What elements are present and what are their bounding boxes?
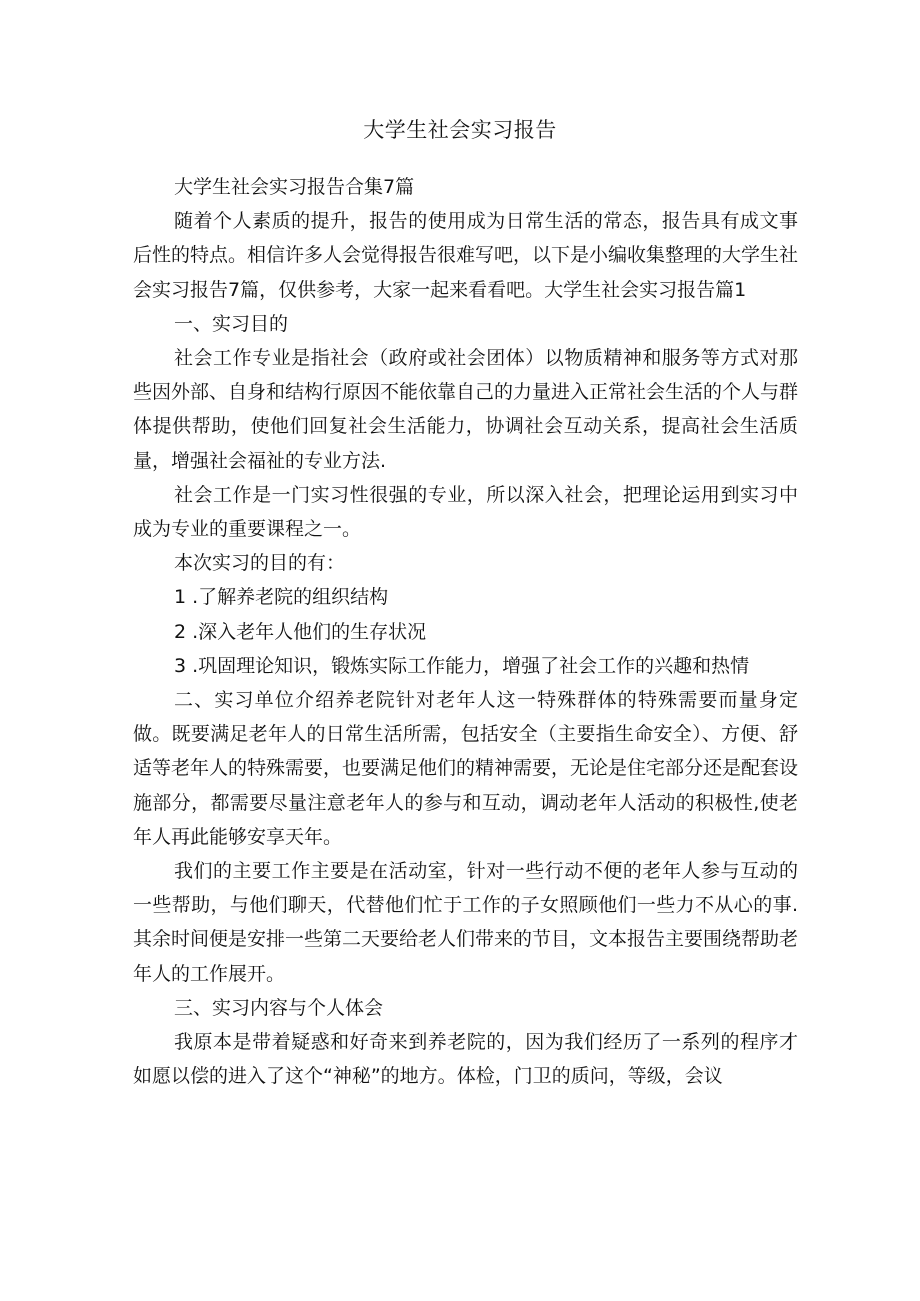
intro-paragraph: 随着个人素质的提升，报告的使用成为日常生活的常态，报告具有成文事后性的特点。相信许多人会觉得报告很难写吧，以下是小编收集整理的大学生社会实习报告7篇，仅供参考，大家一起来看看吧。大学生社会实习报告篇1 <box>133 210 799 301</box>
body-paragraph: 社会工作专业是指社会（政府或社会团体）以物质精神和服务等方式对那些因外部、自身和结构行原因不能依靠自己的力量进入正常社会生活的个人与群体提供帮助，使他们回复社会生活能力，协调社会互动关系，提高社会生活质量，增强社会福祉的专业方法. <box>133 347 799 472</box>
list-item: 2 .深入老年人他们的生存状况 <box>174 620 427 643</box>
document-title: 大学生社会实习报告 <box>363 118 557 142</box>
body-paragraph: 社会工作是一门实习性很强的专业，所以深入社会，把理论运用到实习中成为专业的重要课程之一。 <box>133 483 798 541</box>
subtitle-paragraph: 大学生社会实习报告合集7篇 <box>174 176 415 198</box>
list-item: 1 .了解养老院的组织结构 <box>174 586 389 609</box>
section-heading-content: 三、实习内容与个人体会 <box>174 996 384 1019</box>
body-paragraph: 二、实习单位介绍养老院针对老年人这一特殊群体的特殊需要而量身定做。既要满足老年人的日常生活所需，包括安全（主要指生命安全）、方便、舒适等老年人的特殊需要，也要满足他们的精神需要，无论是住宅部分还是配套设施部分，都需要尽量注意老年人的参与和互动，调动老年人活动的积极性,使老年人再此能够安享天年。 <box>133 689 799 848</box>
section-heading-purpose: 一、实习目的 <box>174 312 289 335</box>
list-item: 3 .巩固理论知识，锻炼实际工作能力，增强了社会工作的兴趣和热情 <box>174 654 750 677</box>
body-paragraph: 我们的主要工作主要是在活动室，针对一些行动不便的老年人参与互动的一些帮助，与他们聊天，代替他们忙于工作的子女照顾他们一些力不从心的事.其余时间便是安排一些第二天要给老人们带来的节目，文本报告主要围绕帮助老年人的工作展开。 <box>133 860 799 985</box>
body-paragraph: 本次实习的目的有： <box>174 552 346 575</box>
body-paragraph: 我原本是带着疑惑和好奇来到养老院的，因为我们经历了一系列的程序才如愿以偿的进入了这个“神秘”的地方。体检，门卫的质问，等级，会议 <box>133 1031 798 1088</box>
document-body <box>133 170 798 1093</box>
